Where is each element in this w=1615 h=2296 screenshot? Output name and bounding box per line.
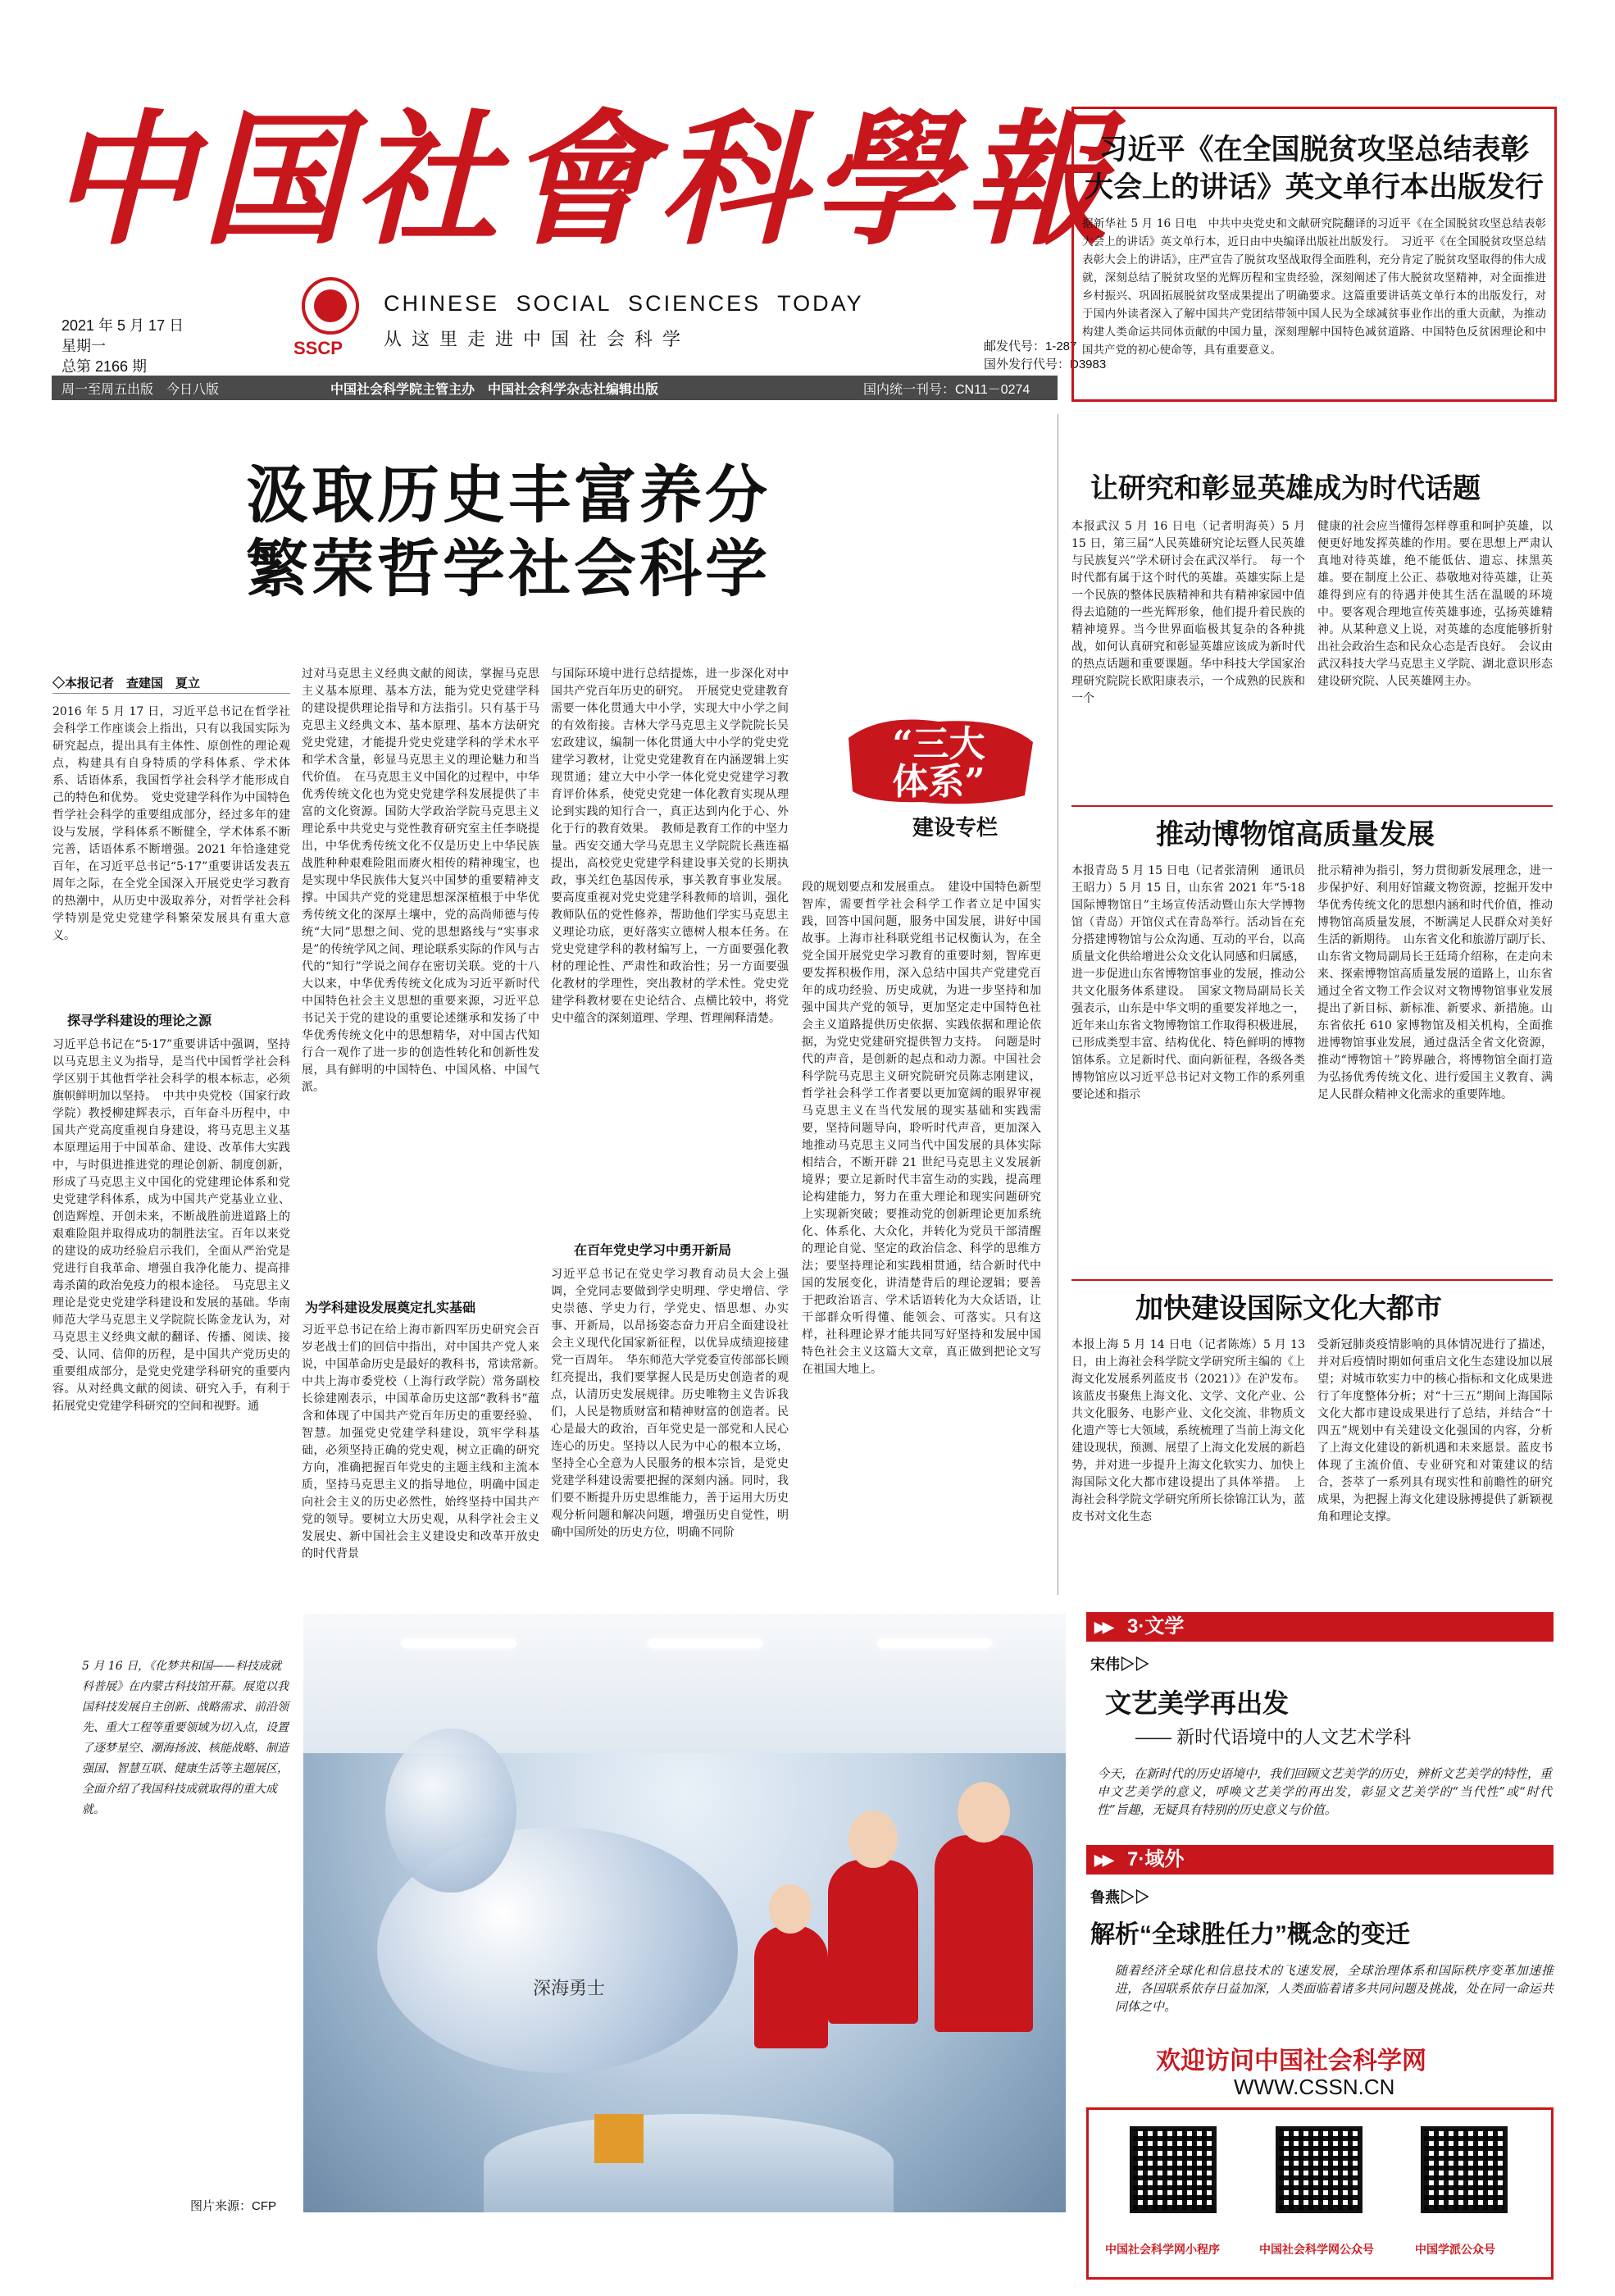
lead-col2-p1: 过对马克思主义经典文献的阅读，掌握马克思主义基本原理、基本方法，能为党史党建学科的建设提供理论指导和方法指引。只有基于马克思主义经典文本、基本原理、基本方法研究党史党建，才能提升党史党建学科的学术水平和学术含量，彰显马克思主义的理论魅力和当代价值。 在马克思主义中国化的过程中，中华优秀传统文化也为党史党建学科发展提供了丰富的文化资源。国防大学政治学院马克思主义理论系中共党史与党性教育研究室主任李晓提出，中华优秀传统文化不仅是历史上中华民族战胜种种艰难险阻而赓火相传的精神瑰宝，也是实现中华民族伟大复兴中国梦的重要精神支撑。中国共产党的党建思想深深植根于中华优秀传统文化的深厚土壤中，党的高尚师德与传统“大同”思想之间、党的思想路线与“实事求是”的传统学风之间、理论联系实际的作风与古代的“知行”学说之间存在密切关联。党的十八大以来，中华优秀传统文化成为习近平新时代中国特色社会主义思想的重要来源，习近平总书记关于党的建设的重要论述继承和发扬了中华优秀传统文化中的思想精华，对中国古代知行合一观作了进一步的创造性转化和创新性发展，具有鲜明的中国特色、中国风格、中国气派。: [302, 667, 539, 1094]
lead-headline-line2: 繁荣哲学社会科学: [246, 535, 771, 604]
qr-code-icon[interactable]: [1130, 2126, 1217, 2213]
right2-col1: 本报青岛 5 月 15 日电（记者张清俐 通讯员王昭力）5 月 15 日，山东省 2021 年“5·18 国际博物馆日”主场宣传活动暨山东大学博物馆（青岛）开馆仪式在青岛举行。活动旨在充分搭建博物馆与公众沟通、互动的平台，以高质量文化供给增进公众文化认同感和归属感，进一步促进山东省博物馆事业的发展，推动公共文化服务体系建设。 国家文物局副局长关强表示，山东是中华文明的重要发祥地之一，近年来山东省文物博物馆工作取得积极进展，已形成类型丰富、结构优化、特色鲜明的博物馆体系。立足新时代、面向新征程，各级各类博物馆应以习近平总书记对文物工作的系列重要论述和指示: [1071, 864, 1305, 1101]
qr-code-icon[interactable]: [1276, 2126, 1363, 2213]
lead-headline-line1: 汲取历史丰富养分: [246, 461, 771, 531]
child-figure: [935, 1835, 1033, 2032]
submersible-label: 深海勇士: [533, 1979, 606, 1999]
bar-left: 周一至周五出版 今日八版: [61, 383, 220, 397]
slogan: 从这里走进中国社会科学: [384, 329, 691, 349]
top-right-headline: [1082, 131, 1546, 207]
photo-caption: 5 月 16 日，《化梦共和国——科技成就科普展》在内蒙古科技馆开幕。展览以我国科技发展自主创新、战略需求、前沿领先、重大工程等重要领域为切入点，设置了逐梦星空、潮海扬波、核能战略、制造强国、智慧互联、健康生活等主题展区，全面介绍了我国科技成就取得的重大成就。: [82, 1660, 289, 1816]
postal-code: 邮发代号：1-287: [984, 339, 1077, 353]
lead-col4-p1: 段的规划要点和发展重点。 建设中国特色新型智库，需要哲学社会科学工作者立足中国实践，回答中国问题，服务中国发展，讲好中国故事。上海市社科联党组书记权衡认为，在全党全国开展党史学习教育的重要时刻，智库更要发挥积极作用，深入总结中国共产党建党百年的成功经验、历史成就，为进一步坚持和加强中国共产党的领导，更加坚定走中国特色社会主义道路提供历史依据、实践依据和理论依据，为党史党建研究提供智力支持。 问题是时代的声音，是创新的起点和动力源。中国社会科学院马克思主义研究院研究员陈志刚建议，哲学社会科学工作者要以更加宽阔的眼界审视马克思主义在当代发展的现实基础和实践需要，坚持问题导向，聆听时代声音，更加深入地推动马克思主义同当代中国发展的具体实际相结合，不断开辟 21 世纪马克思主义发展新境界；要立足新时代丰富生动的实践，提高理论构建能力，努力在重大理论和现实问题研究上实现新突破；要推动党的创新理论更加系统化、体系化、大众化，并转化为党员干部清醒的理论自觉、坚定的政治信念、科学的思维方法；要坚持理论和实践相贯通，结合新时代中国的发展变化，讲清楚背后的理论逻辑；要善于把政治语言、学术话语转化为大众话语，让干部群众听得懂、能领会、可落实。只有这样，社科理论界才能共同写好坚持和发展中国特色社会主义这篇大文章，真正做到把论文写在祖国大地上。: [802, 881, 1041, 1376]
lead-byline: ◇本报记者 查建国 夏立: [52, 676, 201, 690]
bar-center: 中国社会科学院主管主办 中国社会科学杂志社编辑出版: [330, 383, 659, 397]
english-name: CHINESE SOCIAL SCIENCES TODAY: [384, 291, 864, 316]
right3-headline: 加快建设国际文化大都市: [1135, 1293, 1442, 1324]
top-right-body: 据新华社 5 月 16 日电 中共中央党史和文献研究院翻译的习近平《在全国脱贫攻坚总结表彰大会上的讲话》英文单行本，近日由中央编译出版社出版发行。 习近平《在全国脱贫攻坚总结表彰大会上的讲话》，庄严宣告了脱贫攻坚战取得全面胜利，充分肯定了脱贫攻坚取得的伟大成就，深刻总结了脱贫攻坚的光辉历程和宝贵经验，深刻阐述了伟大脱贫攻坚精神，对全面推进乡村振兴、巩固拓展脱贫攻坚成果提出了明确要求。这篇重要讲话英文单行本的出版发行，对于国内外读者深入了解中国共产党团结带领中国人民为全球减贫事业作出的重大贡献，为推动构建人类命运共同体贡献的中国力量，深刻理解中国特色减贫道路、中国特色反贫困理论和中国共产党的初心使命等，具有重要意义。: [1082, 217, 1546, 357]
lead-col2-subhead: 为学科建设发展奠定扎实基础: [305, 1301, 476, 1315]
lead-col3-p1: 与国际环境中进行总结提炼，进一步深化对中国共产党百年历史的研究。 开展党史党建教育需要一体化贯通大中小学，实现大中小学之间的有效衔接。吉林大学马克思主义学院院长吴宏政建议，编制一体化贯通大中小学的党史党建学习教材，让党史党建教育在内涵逻辑上实现贯通；建立大中小学一体化党史党建学习教育评价体系，使党史党建一体化教育实现从理论到实践的知行合一，真正达到内化于心、外化于行的教育效果。 教师是教育工作的中坚力量。西安交通大学马克思主义学院院长燕连福提出，高校党史党建学科建设事关党的长期执政，事关红色基因传承，事关教育事业发展。要高度重视对党史党建学科教师的培训，强化教师队伍的党性修养，帮助他们学实马克思主义理论功底，更好落实立德树人根本任务。在党史党建学科的教材编写上，一方面要强化教材的理论性、严肃性和政治性；另一方面要强化教材的学理性，突出教材的学术性。党史党建学科教材要在史论结合、点横比较中，将党史中蕴含的深刻道理、学理、哲理阐释清楚。: [551, 667, 789, 1025]
masthead-title: 中国社會科學報: [49, 95, 1117, 265]
lead-col1-p1: 2016 年 5 月 17 日，习近平总书记在哲学社会科学工作座谈会上指出，只有以我国实际为研究起点，提出具有主体性、原创性的理论观点，构建具有自身特质的学科体系、学术体系、话语体系，我国哲学社会科学才能形成自己的特色和优势。 党史党建学科作为中国特色哲学社会科学的重要组成部分，经过多年的建设与发展，学科体系不断健全，学术体系不断完善，话语体系不断增强。2021 年恰逢建党百年，在习近平总书记“5·17”重要讲话发表五周年之际，在全党全国深入开展党史学习教育的热潮中，从历史中汲取养分，对哲学社会科学特别是党史党建学科繁荣发展具有重大意义。: [52, 705, 290, 942]
date-block: [61, 316, 184, 377]
exhibition-photo: [303, 1614, 1066, 2212]
preview-summary2: 随着经济全球化和信息技术的飞速发展，全球治理体系和国际秩序变革加速推进，各国联系依存日益加深，人类面临着诸多共同问题及挑战，处在同一命运共同体之中。: [1115, 1963, 1554, 2014]
right1-col2: 健康的社会应当懂得怎样尊重和呵护英雄，以便更好地发挥英雄的作用。要在思想上严肃认真地对待英雄，绝不能低估、遗忘、抹黑英雄。要在制度上公正、恭敬地对待英雄，让英雄得到应有的待遇并使其生活在温暖的环境中。要客观合理地宣传英雄事迹，弘扬英雄精神。从某种意义上说，对英雄的态度能够折射出社会政治生态和民众心态是否良好。 会议由武汉科技大学马克思主义学院、湖北意识形态建设研究院、人民英雄网主办。: [1317, 520, 1553, 688]
promo-url[interactable]: WWW.CSSN.CN: [1234, 2075, 1395, 2099]
bar-right: 国内统一刊号：CN11－0274: [863, 383, 1030, 397]
child-head: [958, 1782, 1010, 1843]
lead-col1-subhead: 探寻学科建设的理论之源: [67, 1014, 212, 1028]
issue-number: 总第 2166 期: [61, 358, 148, 375]
promo-box: [1086, 2107, 1554, 2280]
section-tag-abroad[interactable]: ▶▶ 7·域外: [1086, 1845, 1554, 1875]
orange-box: [594, 2114, 644, 2163]
preview-title1[interactable]: 文艺美学再出发: [1105, 1688, 1290, 1718]
lead-col1-p2: 习近平总书记在“5·17”重要讲话中强调，坚持以马克思主义为指导，是当代中国哲学社会科学区别于其他哲学社会科学的根本标志，必须旗帜鲜明加以坚持。 中共中央党校（国家行政学院）教授柳建辉表示，百年奋斗历程中，中国共产党高度重视自身建设，将马克思主义基本原理运用于中国革命、建设、改革伟大实践中，与时俱进推进党的理论创新、制度创新，形成了马克思主义中国化的党建理论体系和党史党建学科体系，成为中国共产党基业立业、创造辉煌、开创未来，不断战胜前进道路上的艰难险阻并取得成功的制胜法宝。百年以来党的建设的成功经验启示我们，全面从严治党是党进行自我革命、增强自我净化能力、提高排毒杀菌的政治免疫力的根本途径。 马克思主义理论是党史党建学科建设和发展的基础。华南师范大学马克思主义学院院长陈金龙认为，对马克思主义经典文献的翻译、传播、阅读、接受、认同、信仰的历程，是中国共产党历史的重要组成部分，是党史党建学科研究的重要内容。从对经典文献的阅读、研究入手，有利于拓展党史党建学科研究的空间和视野。通: [52, 1038, 290, 1413]
lead-col3-p2: 习近平总书记在党史学习教育动员大会上强调，全党同志要做到学史明理、学史增信、学史崇德、学史力行，学党史、悟思想、办实事、开新局，以昂扬姿态奋力开启全面建设社会主义现代化国家新征程，以优异成绩迎接建党一百周年。 华东师范大学党委宣传部部长顾红亮提出，我们要掌握人民是历史创造者的观点，认清历史发展规律。历史唯物主义告诉我们，人民是物质财富和精神财富的创造者。民心是最大的政治，百年党史是一部党和人民心连心的历史。坚持以人民为中心的根本立场，坚持全心全意为人民服务的根本宗旨，是党史党建学科建设需要把握的深刻内涵。同时，我们要不断提升历史思维能力，善于运用大历史观分析问题和解决问题，增强历史自觉性，明确中国所处的历史方位，明确不同阶: [551, 1268, 789, 1539]
photo-lamp: [402, 1638, 516, 1648]
qr-label-2: 中国社会科学网公众号: [1259, 2243, 1374, 2256]
right2-rule: [1071, 1279, 1553, 1281]
preview-title2[interactable]: 解析“全球胜任力”概念的变迁: [1090, 1921, 1410, 1948]
child-head: [848, 1811, 898, 1868]
preview-summary1: 今天，在新时代的历史语境中，我们回顾文艺美学的历史，辨析文艺美学的特性，重申文艺美学的意义，呼唤文艺美学的再出发，彰显文艺美学的“当代性”或“时代性”旨趣，无疑具有特别的历史意义与价值。: [1097, 1766, 1553, 1817]
top-right-headline-line2: 大会上的讲话》英文单行本出版发行: [1084, 171, 1544, 203]
right1-headline: 让研究和彰显英雄成为时代话题: [1090, 473, 1481, 504]
photo-lamp: [877, 1638, 992, 1648]
badge-subtitle: 建设专栏: [912, 815, 999, 840]
child-figure: [828, 1860, 918, 2024]
right1-col1: 本报武汉 5 月 16 日电（记者明海英）5 月 15 日，第三届“人民英雄研究论坛暨人民英雄与民族复兴”学术研讨会在武汉举行。 每一个时代都有属于这个时代的英雄。英雄实际上是一个民族的整体民族精神和共有精神家园中值得去追随的一些光辉形象，他们提升着民族的精神境界。当今世界面临极其复杂的各种挑战，如何认真研究和彰显英雄应该成为新时代的热点话题和重要课题。华中科技大学国家治理研究院院长欧阳康表示，一个成熟的民族和一个: [1071, 520, 1305, 705]
foreign-code: 国外发行代号：D3983: [984, 358, 1107, 371]
preview-author2: 鲁燕▷▷: [1090, 1889, 1149, 1906]
photo-lamp: [648, 1638, 762, 1648]
qr-code-icon[interactable]: [1421, 2126, 1508, 2213]
right2-col2: 批示精神为指引，努力贯彻新发展理念，进一步保护好、利用好馆藏文物资源，挖掘开发中华优秀传统文化的思想内涵和时代价值，推动博物馆高质量发展，不断满足人民群众对美好生活的新期待。 山东省文化和旅游厅副厅长、山东省文物局副局长王廷琦介绍称，在走向未来、探索博物馆高质量发展的道路上，山东省通过全省文物工作会议对文物博物馆事业发展提出了新目标、新标准、新要求、新措施。山东省依托 610 家博物馆及相关机构，全面推进博物馆事业发展，通过盘活全省文化资源，推动“博物馆＋”跨界融合，将博物馆全面打造为弘扬优秀传统文化、进行爱国主义教育、满足人民群众精神文化需求的重要阵地。: [1317, 864, 1553, 1101]
child-head: [769, 1884, 812, 1934]
submersible-top: [385, 1729, 516, 1893]
logo-label: SSCP: [293, 338, 343, 358]
display-base: [484, 2114, 894, 2212]
top-right-headline-line1: 习近平《在全国脱贫攻坚总结表彰: [1099, 134, 1530, 166]
section-tag-literature[interactable]: ▶▶ 3·文学: [1086, 1612, 1554, 1642]
preview-subtitle1: —— 新时代语境中的人文艺术学科: [1135, 1727, 1412, 1747]
lead-col2-p2: 习近平总书记在给上海市新四军历史研究会百岁老战士们的回信中指出，对中国共产党人来说，中国革命历史是最好的教科书，常读常新。 中共上海市委党校（上海行政学院）常务副校长徐建刚表示，中国革命历史这部“教科书”蕴含和体现了中国共产党百年历史的重要经验、智慧。加强党史党建学科建设，筑牢学科基础，必须坚持正确的党史观，树立正确的研究方向，准确把握百年党史的主题主线和主流本质，坚持马克思主义的指导地位，明确中国走向社会主义的历史必然性，始终坚持中国共产党的领导。要树立大历史观，从科学社会主义发展史、新中国社会主义建设史和改革开放史的时代背景: [302, 1323, 551, 1560]
three-systems-column-badge: [832, 705, 1045, 853]
qr-label-1: 中国社会科学网小程序: [1105, 2243, 1220, 2256]
lead-col3-subhead: 在百年党史学习中勇开新局: [574, 1244, 732, 1258]
lead-headline: [246, 459, 902, 607]
photo-ceiling: [303, 1614, 1066, 1753]
byline-rule: [52, 693, 290, 694]
photo-credit: 图片来源：CFP: [190, 2199, 277, 2213]
right3-col1: 本报上海 5 月 14 日电（记者陈炼）5 月 13 日，由上海社会科学院文学研究所主编的《上海文化发展系列蓝皮书（2021）》在沪发布。该蓝皮书聚焦上海文化、文学、文化产业、公共文化服务、电影产业、文化交流、非物质文化遗产等七大领域，系统梳理了当前上海文化建设现状，预测、展望了上海文化发展的新趋势，并对进一步提升上海文化软实力、加快上海国际文化大都市建设提出了具体举措。 上海社会科学院文学研究所所长徐锦江认为，蓝皮书对文化生态: [1071, 1338, 1305, 1524]
issue-date: 2021 年 5 月 17 日: [61, 317, 184, 334]
child-figure: [754, 1925, 828, 2048]
right3-col2: 受新冠肺炎疫情影响的具体情况进行了描述，并对后疫情时期如何重启文化生态建设加以展望；对城市软实力中的核心指标和文化成果进行了年度整体分析；对“十三五”期间上海国际文化大都市建设成果进行了总结，并结合“十四五”规划中有关建设文化强国的内容，分析了上海文化建设的新机遇和未来愿景。蓝皮书体现了主流价值、专业研究和对策建议的结合，荟萃了一系列具有现实性和前瞻性的研究成果，为把握上海文化建设脉搏提供了新颖视角和理论支撑。: [1317, 1338, 1553, 1524]
qr-label-3: 中国学派公众号: [1415, 2243, 1495, 2256]
badge-line1: “三大: [892, 723, 985, 765]
issue-weekday: 星期一: [61, 338, 106, 354]
promo-title: 欢迎访问中国社会科学网: [1156, 2048, 1426, 2075]
preview-author1: 宋伟▷▷: [1090, 1656, 1149, 1673]
right2-headline: 推动博物馆高质量发展: [1156, 819, 1435, 850]
right1-rule: [1071, 805, 1553, 807]
sscp-logo-inner: [314, 289, 347, 322]
badge-line2: 体系”: [892, 761, 985, 803]
masthead-bar: [52, 376, 1058, 400]
